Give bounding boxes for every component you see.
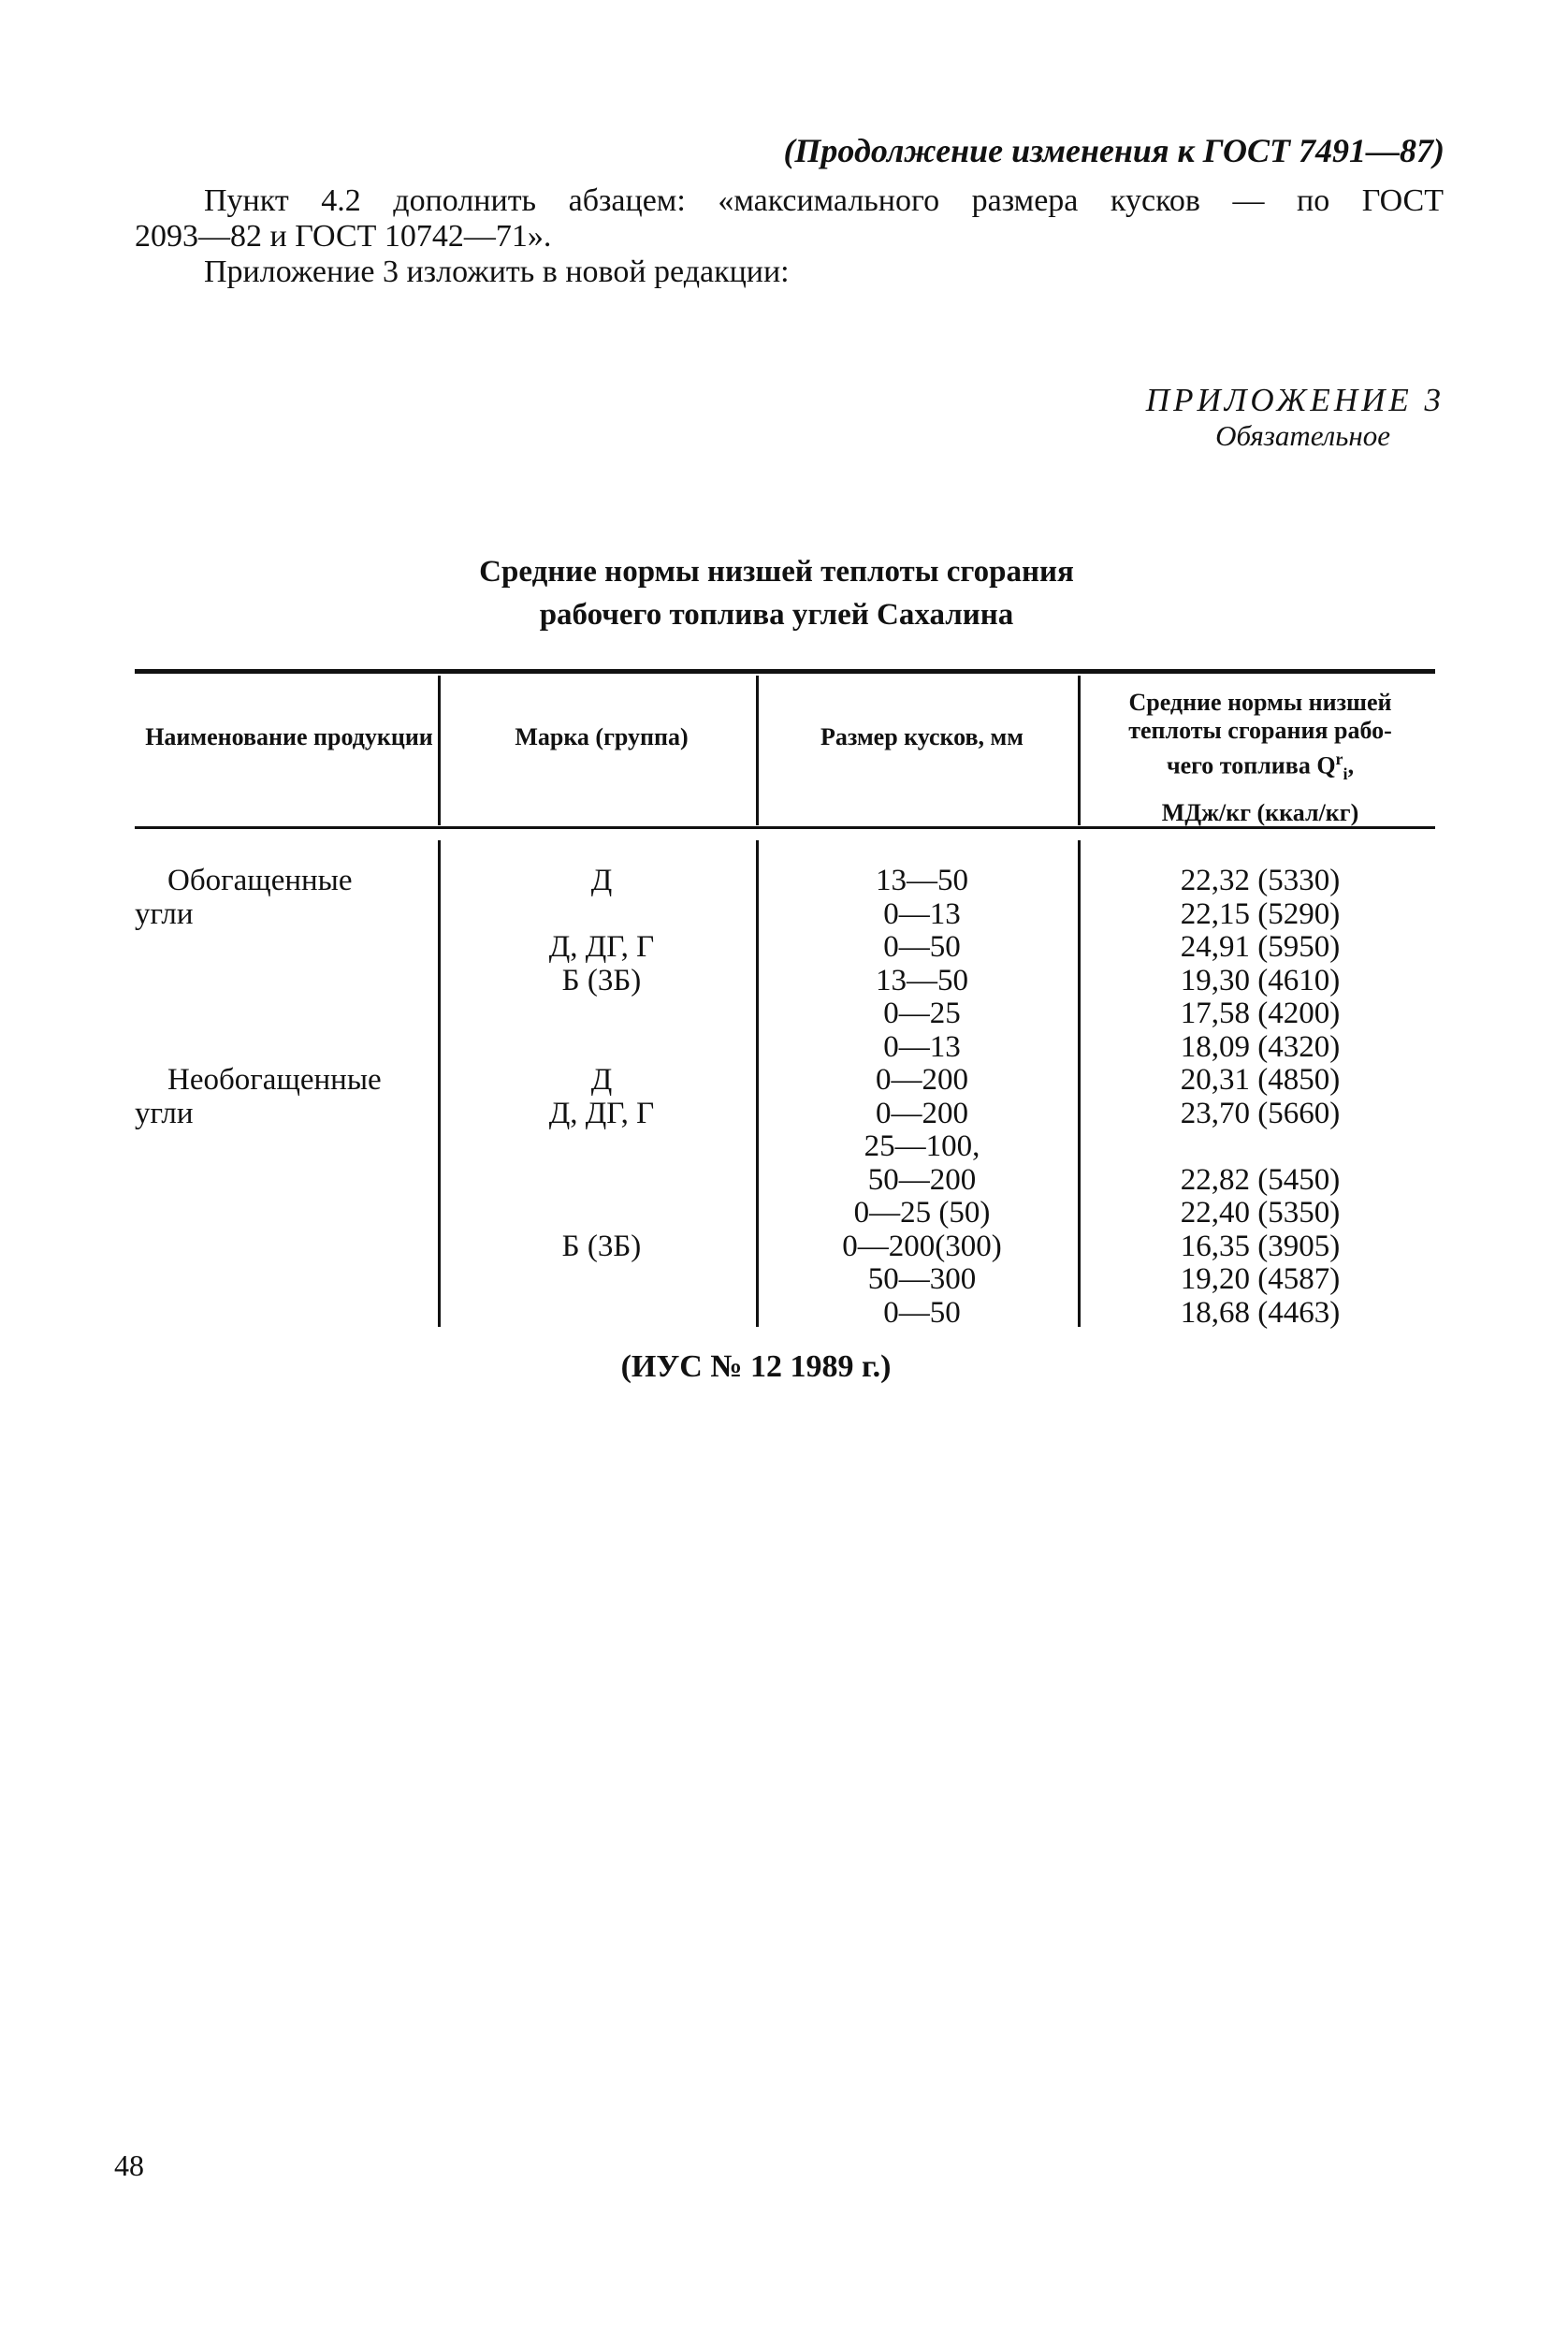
table-divider-2-body (756, 840, 759, 1327)
page-number: 48 (114, 2148, 144, 2182)
column-size (765, 865, 1079, 1363)
grade-cell: Б (3Б) (561, 963, 642, 997)
product-cell (135, 1263, 382, 1297)
amendment-header-note: (Продолжение изменения к ГОСТ 7491—87) (783, 132, 1445, 169)
grade-cell (447, 1297, 756, 1331)
size-cell: 0—13 (883, 1029, 961, 1064)
table-divider-3-head (1078, 676, 1081, 825)
value-cell: 22,32 (5330) (1180, 864, 1341, 897)
size-cell: 0—200(300) (842, 1229, 1002, 1263)
value-cell: 19,30 (4610) (1180, 963, 1341, 997)
value-cell: 18,09 (4320) (1180, 1029, 1341, 1064)
grade-cell: Б (3Б) (561, 1229, 642, 1263)
product-cell (135, 1164, 382, 1198)
value-cell: 24,91 (5950) (1180, 930, 1341, 964)
header-calorific-line-1: Средние нормы низшей (1128, 689, 1392, 716)
size-cell: 0—25 (50) (853, 1196, 991, 1230)
size-cell: 0—13 (883, 896, 961, 931)
value-cell: 18,68 (4463) (1180, 1295, 1341, 1330)
value-cell: 19,20 (4587) (1180, 1262, 1341, 1296)
column-value (1085, 865, 1435, 1363)
product-cell: Обогащенные (167, 864, 353, 897)
header-calorific-value (1085, 689, 1435, 827)
paragraph-appendix-3-note: Приложение 3 изложить в новой редакции: (204, 255, 790, 289)
grade-cell (447, 1263, 756, 1297)
grade-cell (447, 1031, 756, 1065)
product-cell: угли (135, 1096, 194, 1130)
header-calorific-line-2: теплоты сгорания рабо- (1128, 717, 1392, 744)
product-cell (135, 1130, 382, 1164)
product-cell: угли (135, 896, 194, 931)
header-product-name: Наименование продукции (145, 723, 433, 750)
size-cell: 13—50 (876, 864, 968, 897)
size-cell: 0—200 (876, 1096, 968, 1130)
header-calorific-symbol: чего топлива Q (1166, 751, 1336, 779)
product-cell: Необогащенные (167, 1063, 382, 1097)
table-title-line-2: рабочего топлива углей Сахалина (539, 598, 1014, 632)
grade-cell: Д, ДГ, Г (548, 1096, 655, 1130)
table-divider-2-head (756, 676, 759, 825)
size-cell: 0—200 (876, 1063, 968, 1097)
header-calorific-units: МДж/кг (ккал/кг) (1161, 798, 1359, 826)
column-grade (447, 865, 756, 1363)
header-calorific-line-3 (1085, 745, 1435, 788)
header-calorific-sup: r (1335, 750, 1343, 768)
value-cell: 22,82 (5450) (1180, 1162, 1341, 1197)
value-cell: 23,70 (5660) (1180, 1096, 1341, 1130)
size-cell: 0—50 (883, 1295, 961, 1330)
product-cell (135, 1230, 382, 1264)
appendix-subtitle: Обязательное (1215, 419, 1390, 452)
grade-cell (447, 1130, 756, 1164)
paragraph-clause-4-2: Пункт 4.2 дополнить абзацем: «максимального размера кусков — по ГОСТ (204, 183, 1444, 218)
header-calorific-comma: , (1347, 751, 1355, 779)
size-cell: 0—50 (883, 930, 961, 964)
source-reference: (ИУС № 12 1989 г.) (620, 1349, 892, 1384)
value-cell: 16,35 (3905) (1180, 1229, 1341, 1263)
value-cell: 20,31 (4850) (1180, 1063, 1341, 1097)
header-grade: Марка (группа) (515, 723, 689, 750)
column-product (135, 865, 382, 1363)
header-calorific-sub: i (1343, 764, 1348, 783)
product-cell (135, 997, 382, 1031)
grade-cell (447, 1164, 756, 1198)
grade-cell (447, 997, 756, 1031)
table-divider-1-head (438, 676, 441, 825)
size-cell: 25—100, (864, 1129, 980, 1163)
value-cell: 22,15 (5290) (1180, 896, 1341, 931)
size-cell: 13—50 (876, 963, 968, 997)
product-cell (135, 965, 382, 998)
grade-cell: Д (590, 864, 613, 897)
grade-cell: Д, ДГ, Г (548, 930, 655, 964)
product-cell (135, 1297, 382, 1331)
grade-cell (447, 1197, 756, 1230)
value-cell (1085, 1130, 1435, 1164)
size-cell: 0—25 (883, 997, 961, 1030)
table-title (0, 550, 1568, 636)
grade-cell (447, 898, 756, 932)
header-lump-size: Размер кусков, мм (820, 723, 1024, 750)
value-cell: 17,58 (4200) (1180, 997, 1341, 1030)
table-title-line-1: Средние нормы низшей теплоты сгорания (479, 555, 1074, 589)
table-top-rule (135, 669, 1435, 674)
product-cell (135, 931, 382, 965)
grade-cell: Д (590, 1063, 613, 1097)
size-cell: 50—200 (867, 1162, 977, 1197)
appendix-title: ПРИЛОЖЕНИЕ 3 (1145, 382, 1445, 418)
paragraph-clause-4-2-continuation: 2093—82 и ГОСТ 10742—71». (135, 219, 552, 254)
product-cell (135, 1031, 382, 1065)
table-divider-1-body (438, 840, 441, 1327)
size-cell: 50—300 (867, 1262, 977, 1296)
product-cell (135, 1197, 382, 1230)
value-cell: 22,40 (5350) (1180, 1196, 1341, 1230)
